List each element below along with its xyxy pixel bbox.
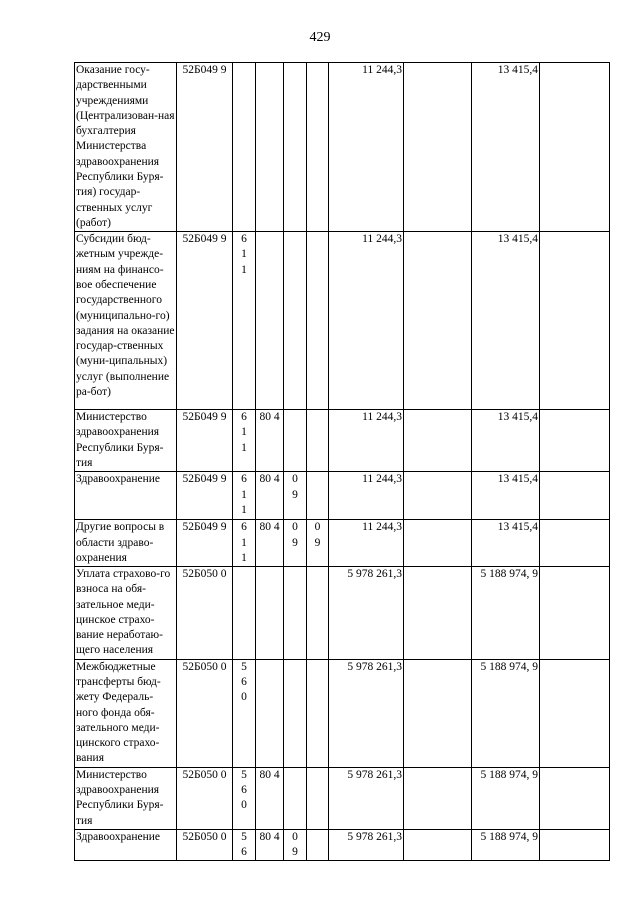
row-vr-cell (233, 567, 256, 660)
row-empty-cell (404, 659, 472, 767)
row-sum1-cell (329, 520, 404, 567)
row-vr-cell (233, 767, 256, 829)
row-name-cell (75, 410, 177, 472)
row-empty-cell (404, 567, 472, 660)
row-sum1-cell (329, 232, 404, 410)
row-vr-cell (233, 232, 256, 410)
page-number: 429 (309, 30, 331, 45)
cell-text: 80 4 (259, 473, 280, 486)
cell-text: 5 978 261,3 (347, 568, 402, 581)
row-vr-cell (233, 829, 256, 861)
cell-text: Субсидии бюд-жетным учрежде-ниям на финансо-вое обеспечение государственного (муниципально-го) задания на оказание государ-ственных (муни-ципальных) услуг (выполнение ра-бот) (76, 233, 175, 398)
row-empty-cell (540, 410, 610, 472)
cell-text: 5 188 974, 9 (480, 660, 538, 673)
row-code-cell (177, 520, 233, 567)
row-code-cell (177, 410, 233, 472)
row-pr-cell (307, 659, 329, 767)
cell-text: 52Б050 0 (182, 660, 227, 673)
row-sum1-cell (329, 63, 404, 232)
cell-text: Министерство здравоохранения Республики Буря-тия (76, 411, 164, 469)
row-empty-cell (404, 767, 472, 829)
cell-text: 52Б049 9 (182, 473, 227, 486)
row-rz-cell (284, 63, 307, 232)
row-sum1-cell (329, 410, 404, 472)
row-name-cell (75, 63, 177, 232)
cell-text: 09 (314, 521, 321, 549)
row-empty-cell (540, 567, 610, 660)
cell-text: 09 (292, 521, 298, 549)
row-empty-cell (404, 829, 472, 861)
row-grbs-cell (256, 767, 284, 829)
row-sum2-cell (472, 567, 540, 660)
cell-text: 13 415,4 (497, 473, 538, 486)
row-name-cell (75, 659, 177, 767)
row-empty-cell (540, 520, 610, 567)
cell-text: 5 188 974, 9 (480, 568, 538, 581)
table-row (75, 767, 610, 829)
cell-text: 13 415,4 (497, 64, 538, 76)
row-grbs-cell (256, 63, 284, 232)
row-vr-cell (233, 410, 256, 472)
cell-text: 11 244,3 (362, 411, 402, 424)
row-rz-cell (284, 767, 307, 829)
cell-text: Министерство здравоохранения Республики Буря-тия (76, 768, 164, 827)
row-name-cell (75, 767, 177, 829)
row-pr-cell (307, 63, 329, 232)
cell-text: Оказание госу-дарственными учреждениями (Централизован-ная бухгалтерия Министерства здравоохранения Республики Буря-тия) государ-ственных услуг (работ) (76, 64, 175, 229)
cell-text: 80 4 (259, 768, 280, 781)
row-grbs-cell (256, 472, 284, 520)
cell-text: 5 978 261,3 (347, 830, 402, 843)
cell-text: 5 188 974, 9 (480, 768, 538, 781)
row-empty-cell (404, 232, 472, 410)
row-pr-cell (307, 767, 329, 829)
row-name-cell (75, 232, 177, 410)
table-row (75, 567, 610, 660)
cell-text: 13 415,4 (497, 521, 538, 534)
row-sum2-cell (472, 767, 540, 829)
cell-text: 13 415,4 (497, 233, 538, 246)
row-pr-cell (307, 472, 329, 520)
row-sum1-cell (329, 472, 404, 520)
row-sum2-cell (472, 472, 540, 520)
cell-text: 560 (241, 768, 247, 812)
cell-text: Другие вопросы в области здраво-охранения (76, 521, 165, 564)
cell-text: 11 244,3 (362, 64, 402, 76)
row-pr-cell (307, 567, 329, 660)
cell-text: 52Б050 0 (182, 830, 227, 843)
cell-text: 5 978 261,3 (347, 660, 402, 673)
row-empty-cell (540, 659, 610, 767)
cell-text: 80 4 (259, 411, 280, 424)
row-sum1-cell (329, 659, 404, 767)
row-empty-cell (404, 63, 472, 232)
row-grbs-cell (256, 659, 284, 767)
cell-text: 611 (241, 521, 247, 564)
row-code-cell (177, 659, 233, 767)
cell-text: 80 4 (259, 521, 280, 534)
cell-text: 80 4 (259, 830, 280, 843)
cell-text: 56 (241, 830, 247, 859)
row-name-cell (75, 472, 177, 520)
table-row (75, 63, 610, 232)
row-sum2-cell (472, 63, 540, 232)
cell-text: 560 (241, 660, 247, 704)
cell-text: 52Б049 9 (182, 64, 227, 76)
row-empty-cell (404, 410, 472, 472)
table-row (75, 829, 610, 861)
cell-text: Уплата страхово-го взноса на обя-зательное меди-цинское страхо-вание неработаю-щего населения (76, 568, 171, 657)
row-sum2-cell (472, 659, 540, 767)
row-rz-cell (284, 520, 307, 567)
cell-text: 52Б050 0 (182, 568, 227, 581)
cell-text: 611 (241, 411, 247, 454)
cell-text: Межбюджетные трансферты бюд-жету Федераль-ного фонда обя-зательного меди-цинского страхо-вания (76, 660, 161, 765)
row-code-cell (177, 472, 233, 520)
cell-text: 52Б049 9 (182, 521, 227, 534)
cell-text: 611 (241, 473, 247, 516)
cell-text: 11 244,3 (362, 473, 402, 486)
row-empty-cell (540, 472, 610, 520)
row-empty-cell (404, 472, 472, 520)
cell-text: 11 244,3 (362, 233, 402, 246)
row-grbs-cell (256, 410, 284, 472)
row-empty-cell (540, 829, 610, 861)
row-sum2-cell (472, 410, 540, 472)
row-rz-cell (284, 472, 307, 520)
cell-text: 09 (292, 830, 298, 859)
row-empty-cell (540, 767, 610, 829)
row-grbs-cell (256, 232, 284, 410)
table-row (75, 659, 610, 767)
row-grbs-cell (256, 520, 284, 567)
row-code-cell (177, 829, 233, 861)
cell-text: 5 188 974, 9 (480, 830, 538, 843)
row-empty-cell (540, 63, 610, 232)
row-sum1-cell (329, 829, 404, 861)
cell-text: Здравоохранение (76, 830, 161, 843)
cell-text: 11 244,3 (362, 521, 402, 534)
row-sum1-cell (329, 767, 404, 829)
row-code-cell (177, 232, 233, 410)
cell-text: 5 978 261,3 (347, 768, 402, 781)
row-pr-cell (307, 829, 329, 861)
row-vr-cell (233, 472, 256, 520)
cell-text: 09 (292, 473, 298, 501)
cell-text: Здравоохранение (76, 473, 161, 486)
cell-text: 611 (241, 233, 247, 276)
row-rz-cell (284, 567, 307, 660)
row-name-cell (75, 520, 177, 567)
row-pr-cell (307, 520, 329, 567)
row-name-cell (75, 829, 177, 861)
row-rz-cell (284, 410, 307, 472)
table-row (75, 520, 610, 567)
row-sum1-cell (329, 567, 404, 660)
row-code-cell (177, 63, 233, 232)
cell-text: 52Б049 9 (182, 411, 227, 424)
row-rz-cell (284, 232, 307, 410)
row-vr-cell (233, 63, 256, 232)
row-grbs-cell (256, 567, 284, 660)
row-pr-cell (307, 410, 329, 472)
table-row (75, 232, 610, 410)
cell-text: 52Б049 9 (182, 233, 227, 246)
budget-table (74, 62, 610, 861)
row-vr-cell (233, 520, 256, 567)
row-sum2-cell (472, 232, 540, 410)
row-sum2-cell (472, 520, 540, 567)
row-empty-cell (404, 520, 472, 567)
row-pr-cell (307, 232, 329, 410)
row-name-cell (75, 567, 177, 660)
row-code-cell (177, 567, 233, 660)
row-vr-cell (233, 659, 256, 767)
row-rz-cell (284, 659, 307, 767)
row-rz-cell (284, 829, 307, 861)
row-grbs-cell (256, 829, 284, 861)
table-row (75, 472, 610, 520)
cell-text: 52Б050 0 (182, 768, 227, 781)
row-empty-cell (540, 232, 610, 410)
table-row (75, 410, 610, 472)
row-sum2-cell (472, 829, 540, 861)
cell-text: 13 415,4 (497, 411, 538, 424)
row-code-cell (177, 767, 233, 829)
